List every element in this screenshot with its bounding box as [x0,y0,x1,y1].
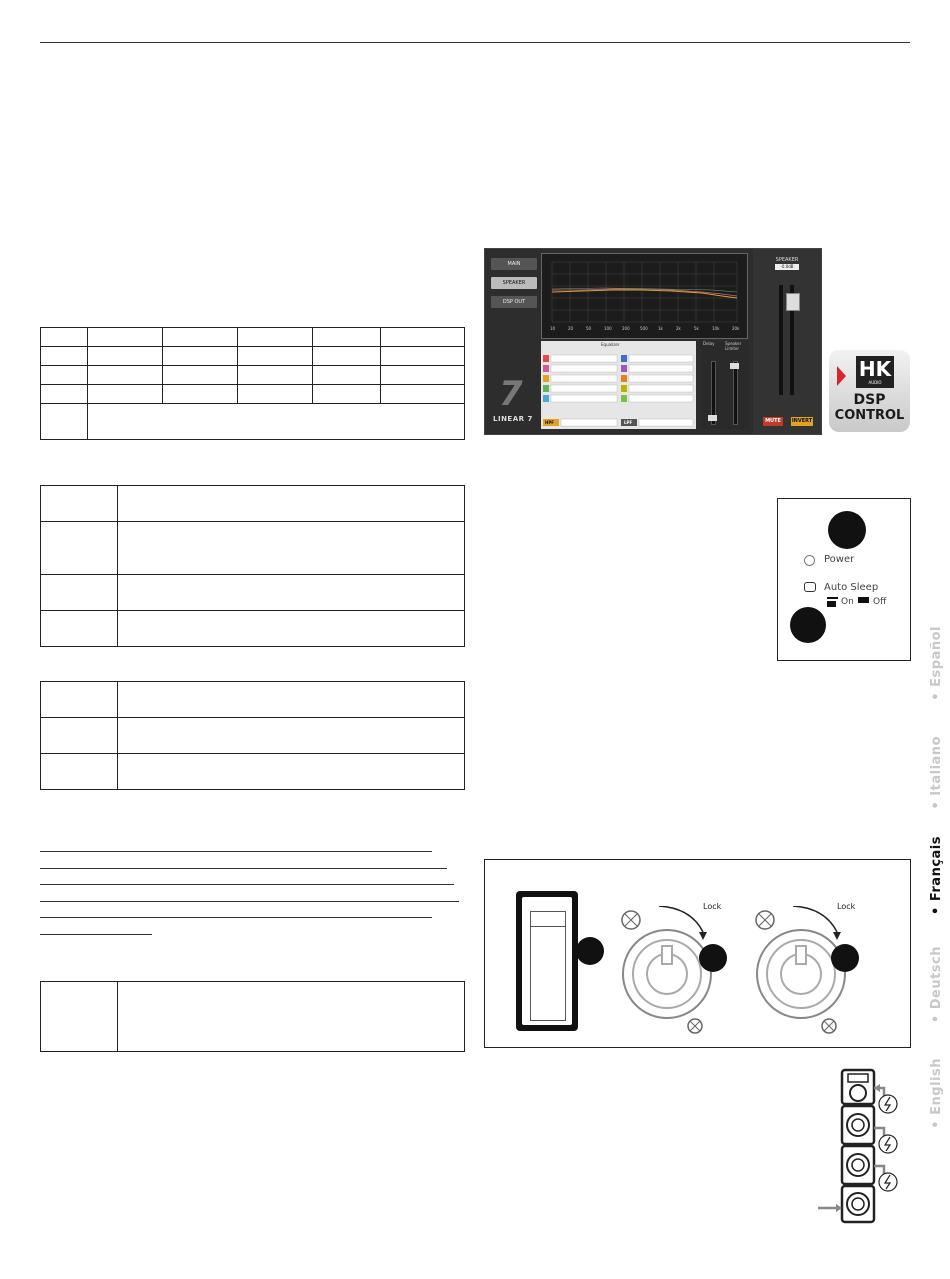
callout-marker [828,511,866,549]
nav-speaker-button[interactable]: SPEAKER [491,277,537,289]
svg-text:20: 20 [568,326,574,331]
chevron-right-icon [837,366,846,386]
power-switch-housing [516,891,578,1031]
nav-main-button[interactable]: MAIN [491,258,537,270]
equalizer-label: Equalizer [601,342,620,347]
lang-tab-espanol[interactable]: • Español [929,626,944,701]
power-rocker-switch[interactable] [530,911,566,1021]
delay-label: Delay [703,341,715,346]
svg-text:10k: 10k [712,326,720,331]
speaker-stack-diagram [816,1066,908,1226]
callout-marker [831,944,859,972]
lock-label-1: Lock [703,902,722,911]
callout-marker [790,607,826,643]
invert-button[interactable]: INVERT [791,418,813,424]
off-label: Off [873,597,887,607]
limiter-fader-knob[interactable] [730,363,739,369]
spec-table-3 [40,681,465,790]
lpf-button[interactable]: LPF [624,420,633,425]
spec-table-2 [40,485,465,647]
delay-fader-knob[interactable] [708,415,717,421]
lang-tab-italiano[interactable]: • Italiano [929,736,944,810]
eq-band-table [541,341,696,429]
power-panel [777,498,911,661]
speaker-panel [753,249,821,434]
callout-marker [576,937,604,965]
auto-sleep-switch[interactable] [804,582,816,592]
speaker-fader-knob[interactable] [786,293,800,311]
callout-marker [699,944,727,972]
linear-7-numeral: 7 [499,374,523,414]
speakon-connector-1[interactable] [619,906,719,1034]
linear-7-logo: LINEAR 7 [493,415,533,423]
nav-dsp-out-button[interactable]: DSP OUT [491,296,537,308]
limiter-label: Speaker Limiter [725,341,742,351]
svg-text:10: 10 [550,326,556,331]
dsp-control-logo [829,350,910,432]
svg-text:500: 500 [640,326,648,331]
speaker-meter [779,285,783,395]
on-indicator [827,597,838,599]
lock-label-2: Lock [837,902,856,911]
limiter-fader[interactable] [733,361,738,425]
spec-table-4 [40,981,465,1052]
on-label: On [841,597,854,607]
hpf-button[interactable]: HPF [545,420,555,425]
svg-text:50: 50 [586,326,592,331]
svg-text:200: 200 [622,326,630,331]
speaker-title: SPEAKER [775,257,799,263]
lang-tab-english[interactable]: • English [929,1058,944,1129]
speaker-level-value: -0.0dB [775,264,799,270]
svg-text:1k: 1k [658,326,663,331]
lang-tab-francais[interactable]: • Français [929,836,944,915]
connector-panel [484,859,911,1048]
svg-text:5k: 5k [694,326,699,331]
spec-table-1 [40,327,465,440]
lang-tab-deutsch[interactable]: • Deutsch [929,946,944,1024]
dsp-label: DSP [853,392,886,408]
control-label: CONTROL [834,408,905,423]
power-label: Power [824,554,855,565]
svg-text:2k: 2k [676,326,681,331]
hk-logo-sub: AUDIO [868,380,882,385]
hk-logo-mark: HK [856,356,894,388]
delay-limiter-panel [701,341,749,429]
header-rule [40,42,910,43]
off-switch-icon [858,597,869,603]
svg-text:20k: 20k [732,326,740,331]
eq-graph [541,253,748,339]
on-switch-icon [827,601,836,607]
auto-sleep-label: Auto Sleep [824,582,879,593]
dsp-app-screenshot [484,248,822,435]
svg-text:100: 100 [604,326,612,331]
mute-button[interactable]: MUTE [763,417,783,426]
power-led-icon [804,555,815,566]
